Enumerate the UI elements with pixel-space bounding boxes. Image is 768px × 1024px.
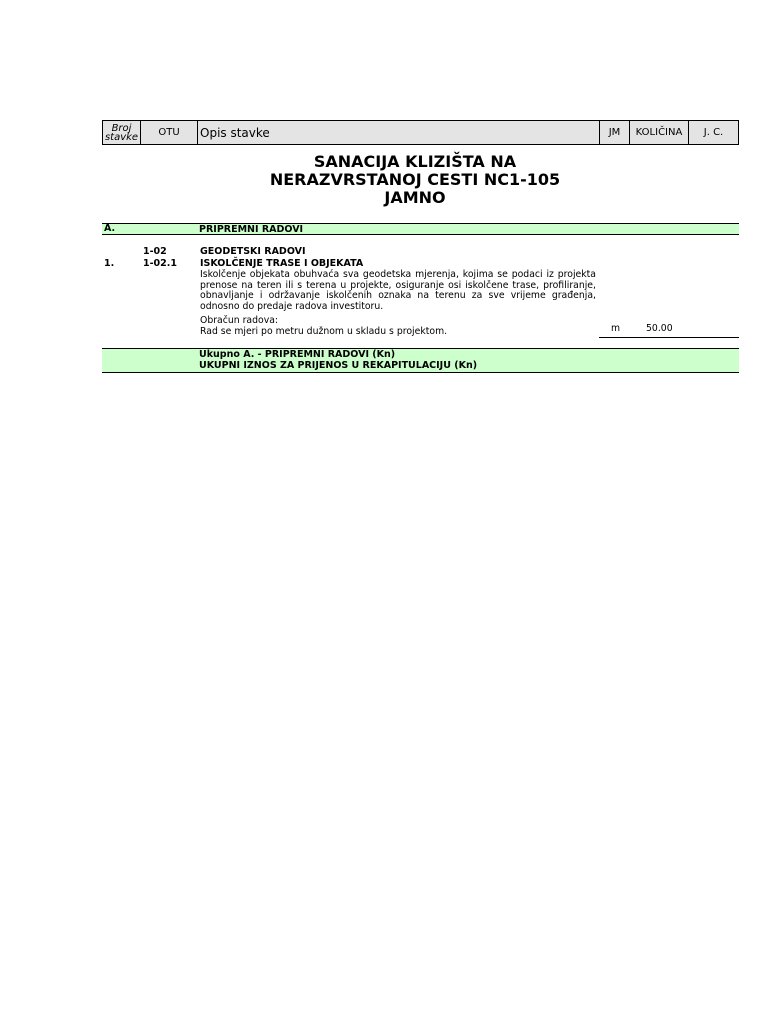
title-line-2: NERAZVRSTANOJ CESTI NC1-105 [269, 170, 561, 189]
column-header-otu: OTU [141, 121, 198, 144]
calc-text: Rad se mjeri po metru dužnom u skladu s projektom. [200, 326, 448, 337]
document-title [200, 153, 630, 207]
column-header-kolicina: KOLIČINA [630, 121, 689, 144]
section-name: PRIPREMNI RADOVI [199, 224, 304, 235]
group-name: GEODETSKI RADOVI [200, 246, 306, 257]
item-number: 1. [104, 258, 115, 269]
totals-line-2: UKUPNI IZNOS ZA PRIJENOS U REKAPITULACIJU (Kn) [199, 360, 478, 371]
column-header-broj-stavke [103, 121, 141, 144]
table-header [102, 120, 739, 145]
quantity-underline [599, 337, 739, 338]
broj-label: Broj [111, 122, 132, 134]
item-description: Iskolčenje objekata obuhvaća sva geodetska mjerenja, kojima se podaci iz projekta prenose na teren ili s terena u projekte, osiguranje osi iskolčene trase, profiliranje, obnavljanje i održavanje iskolčenih oznaka na terenu za sve vrijeme građenja, odnosno do predaje radova investitoru. [200, 269, 596, 312]
item-quantity: 50.00 [646, 323, 673, 334]
title-line-1: SANACIJA KLIZIŠTA NA [313, 152, 517, 171]
title-line-3: JAMNO [384, 188, 446, 207]
column-header-jm: JM [600, 121, 630, 144]
item-code: 1-02.1 [143, 258, 177, 269]
section-letter: A. [104, 223, 116, 234]
item-name: ISKOLČENJE TRASE I OBJEKATA [200, 258, 364, 269]
column-header-opis: Opis stavke [198, 121, 600, 144]
group-code: 1-02 [143, 246, 167, 257]
section-band [102, 223, 739, 235]
totals-band [102, 348, 739, 373]
calc-label: Obračun radova: [200, 315, 279, 326]
column-header-jc: J. C. [703, 127, 724, 138]
stavke-label: stavke [104, 131, 139, 143]
totals-line-1: Ukupno A. - PRIPREMNI RADOVI (Kn) [199, 349, 396, 360]
item-unit: m [611, 323, 621, 334]
